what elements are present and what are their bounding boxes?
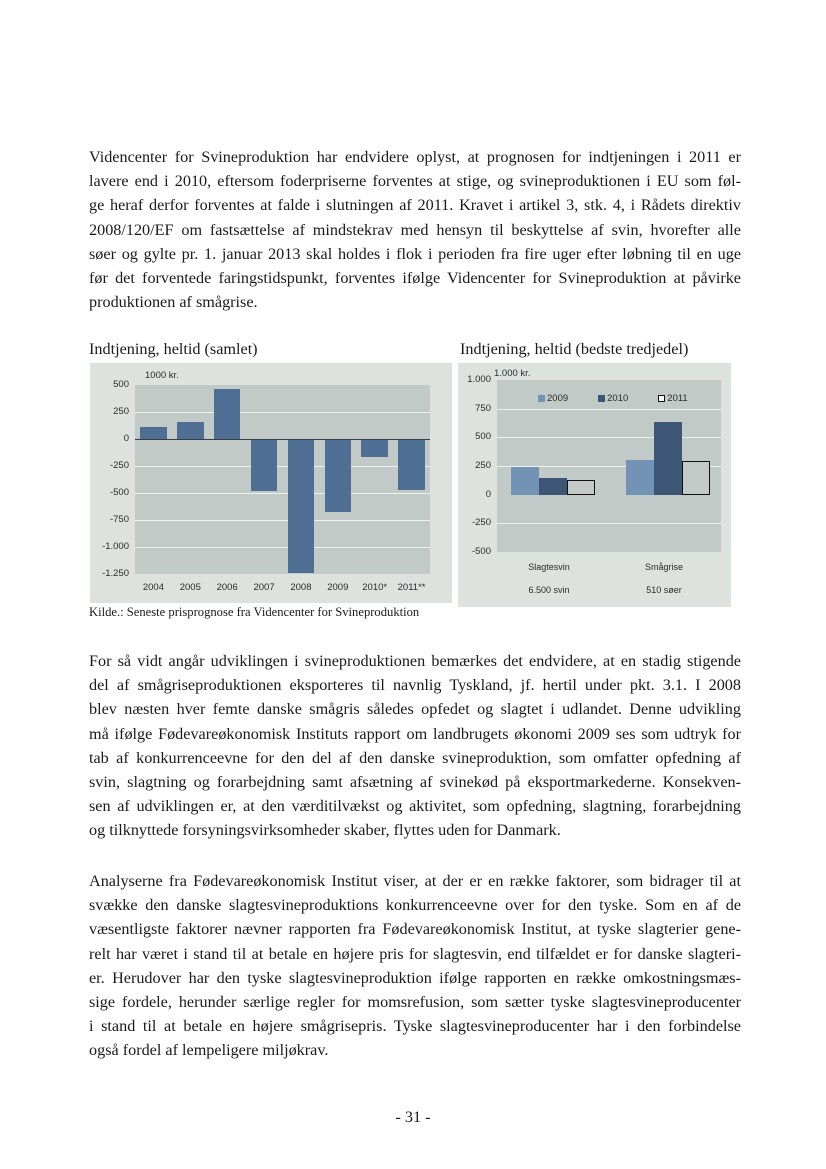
y-tick-label: -500 (109, 487, 129, 498)
x-tick-label: 2010* (362, 582, 388, 593)
right-chart (458, 363, 731, 607)
paragraph-2 (89, 649, 741, 843)
x-tick-label: 2008 (290, 582, 312, 593)
legend-swatch-2010 (598, 395, 605, 402)
text-line: også fordel af lempeligere miljøkrav. (89, 1041, 329, 1060)
x-tick-label: 2009 (327, 582, 349, 593)
y-tick-label: 0 (123, 433, 129, 444)
left-chart (90, 363, 452, 603)
bar-2010 (361, 439, 388, 457)
y-tick-label: 250 (475, 460, 491, 471)
text-line: væsentligste faktorer nævner rapporten fra Fødevareøkonomisk Institut, at tyske slagterier gene- (89, 920, 741, 939)
category-label-slagtesvin: Slagtesvin (528, 562, 570, 572)
bar-2006 (214, 389, 241, 439)
y-tick-label: 0 (485, 488, 491, 500)
left-chart-plot-area (135, 385, 430, 574)
paragraph-3 (89, 869, 741, 1063)
left-chart-unit-label: 1000 kr. (145, 370, 179, 381)
y-tick-label: 500 (113, 379, 129, 390)
text-line: må ifølge Fødevareøkonomisk Instituts rapport om landbrugets økonomi 2009 ses som udtryk for (89, 724, 741, 743)
gridline (497, 437, 721, 438)
bar-smågrise-2009 (626, 460, 654, 494)
category-sublabel-slagtesvin: 6.500 svin (528, 585, 570, 595)
text-line: er. Herudover har den tyske slagtesvineproduktion ifølge rapporten en række omkostningsmæs- (89, 968, 741, 987)
right-chart-legend (538, 393, 688, 404)
text-line: før det forventede faringstidspunkt, forventes ifølge Videncenter for Svineproduktion at påvirke (89, 269, 741, 288)
x-tick-label: 2006 (216, 582, 238, 593)
text-line: relt har været i stand til at betale en højere pris for slagtesvin, end tilfældet er for danske slagteri- (89, 944, 741, 963)
text-line: Videncenter for Svineproduktion har endvidere oplyst, at prognosen for indtjeningen i 2011 er (89, 148, 741, 166)
category-sublabel-smagrise: 510 søer (646, 585, 682, 595)
bar-smågrise-2011 (682, 461, 710, 495)
right-chart-plot-area (497, 380, 721, 552)
text-line: i stand til at betale en højere smågrisepris. Tyske slagtesvineproducenter har i den forbindelse (89, 1017, 741, 1036)
legend-label-2011: 2011 (667, 393, 688, 404)
y-tick-label: -1.000 (102, 541, 129, 552)
y-tick-label: -250 (471, 517, 491, 529)
page-number: - 31 - (395, 1108, 431, 1126)
legend-item-2009 (538, 393, 568, 404)
x-tick-label: 2004 (142, 582, 164, 593)
legend-swatch-2011 (658, 395, 665, 402)
bar-2011 (398, 439, 425, 490)
y-tick-label: 250 (113, 406, 129, 417)
figure-source-note: Kilde.: Seneste prisprognose fra Videncenter for Svineproduktion (89, 605, 420, 619)
y-tick-label: 1.000 (467, 374, 491, 385)
x-tick-label: 2005 (179, 582, 201, 593)
gridline (135, 466, 430, 467)
paragraph-1 (89, 145, 741, 314)
right-chart-unit-label: 1.000 kr. (494, 368, 531, 379)
text-line: svække den danske slagtesvineproduktions konkurrenceevne over for den tyske. Som en af de (89, 896, 741, 915)
bar-2008 (288, 439, 315, 573)
bar-smågrise-2010 (654, 422, 682, 494)
y-tick-label: 750 (475, 402, 491, 414)
bar-2009 (325, 439, 352, 512)
text-line: og tilknyttede forsyningsvirksomheder skaber, flyttes uden for Danmark. (89, 821, 561, 840)
legend-item-2010 (598, 393, 628, 404)
bar-2004 (140, 427, 167, 439)
legend-item-2011 (658, 393, 687, 404)
bar-2007 (251, 439, 278, 491)
text-line: Analyserne fra Fødevareøkonomisk Institut viser, at der er en række faktorer, som bidrager til at (89, 872, 741, 890)
y-tick-label: -500 (471, 546, 491, 557)
text-line: lavere end i 2010, eftersom foderpriserne forventes at stige, og svineproduktionen i EU som føl- (89, 172, 741, 191)
text-line: produktionen af smågrise. (89, 293, 258, 312)
legend-swatch-2009 (538, 395, 545, 402)
y-tick-label: -250 (109, 460, 129, 471)
text-line: 2008/120/EF om fastsættelse af mindstekrav med hensyn til beskyttelse af svin, hvorefter alle (89, 220, 741, 239)
text-line: sen af udviklingen er, at den værditilvækst og aktivitet, som opfedning, slagtning, forarbejdning (89, 797, 741, 816)
bar-slagtesvin-2011 (567, 480, 595, 495)
category-label-smagrise: Smågrise (644, 562, 683, 572)
right-figure-title: Indtjening, heltid (bedste tredjedel) (460, 340, 689, 358)
x-tick-label: 2011** (397, 582, 426, 593)
x-tick-label: 2007 (253, 582, 275, 593)
gridline (135, 412, 430, 413)
text-line: søer og gylte pr. 1. januar 2013 skal holdes i flok i perioden fra fire uger efter løbning til en uge (89, 244, 741, 263)
bar-2005 (177, 422, 204, 439)
text-line: svin, slagtning og forarbejdning samt afsætning af svinekød på eksportmarkederne. Konsekven- (89, 773, 741, 792)
left-figure-title: Indtjening, heltid (samlet) (89, 340, 258, 358)
text-line: sige fordele, herunder særlige regler for momsrefusion, som sætter tyske slagtesvineproducenter (89, 993, 741, 1012)
gridline (135, 493, 430, 494)
y-tick-label: 500 (475, 431, 491, 443)
text-line: For så vidt angår udviklingen i svineproduktionen bemærkes det endvidere, at en stadig stigende (89, 652, 741, 670)
y-tick-label: -750 (109, 514, 129, 525)
legend-label-2009: 2009 (547, 393, 569, 404)
gridline (135, 520, 430, 521)
gridline (497, 523, 721, 524)
legend-label-2010: 2010 (607, 393, 629, 404)
text-line: tab af konkurrenceevne for den del af den danske svineproduktion, som omfatter opfedning af (89, 748, 741, 767)
bar-slagtesvin-2009 (511, 467, 539, 495)
bar-slagtesvin-2010 (539, 478, 567, 495)
text-line: ge heraf derfor forventes at falde i slutningen af 2011. Kravet i artikel 3, stk. 4, i Rådets direktiv (89, 196, 741, 215)
gridline (135, 547, 430, 548)
text-line: blev næsten hver femte danske smågris således opfedet og slagtet i udlandet. Denne udvikling (89, 700, 741, 719)
y-tick-label: -1.250 (102, 568, 129, 579)
zero-axis-line (135, 439, 430, 440)
text-line: del af smågriseproduktionen eksporteres til navnlig Tyskland, jf. hertil under pkt. 3.1. I 2008 (89, 676, 741, 695)
gridline (497, 409, 721, 410)
